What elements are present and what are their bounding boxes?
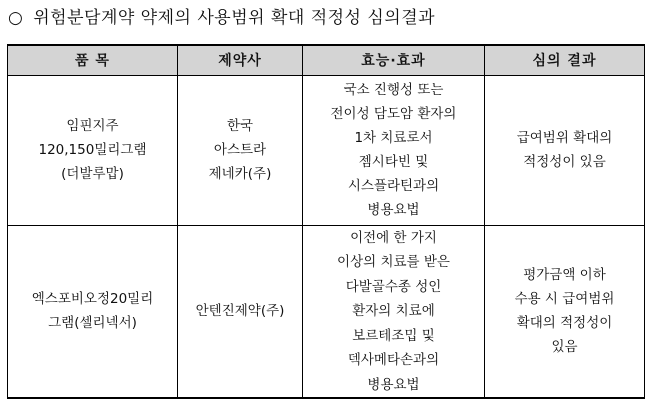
column-header-product: 품 목 <box>8 45 178 75</box>
indication-text: 국소 진행성 또는 전이성 담도암 환자의 1차 치료로서 젬시타빈 및 시스플라틴과의 병용요법 <box>330 82 457 218</box>
table-row <box>8 75 645 225</box>
indication-text: 이전에 한 가지 이상의 치료를 받은 다발골수종 성인 환자의 치료에 보르테조밉 및 덱사메타손과의 병용요법 <box>337 229 450 393</box>
product-cell <box>8 75 178 225</box>
page-heading-text: 위험분담계약 약제의 사용범위 확대 적정성 심의결과 <box>33 8 436 28</box>
product-name: 임핀지주 120,150밀리그램 (더발루맙) <box>38 118 147 182</box>
circle-bullet-icon: ○ <box>8 8 24 28</box>
result-text: 평가금액 이하 수용 시 급여범위 확대의 적정성이 있음 <box>514 267 615 356</box>
table-row <box>8 225 645 398</box>
company-name: 한국 아스트라 제네카(주) <box>208 118 272 182</box>
column-header-indication: 효능·효과 <box>303 45 485 75</box>
result-cell <box>485 225 645 398</box>
company-name: 안텐진제약(주) <box>195 303 285 320</box>
column-header-result: 심의 결과 <box>485 45 645 75</box>
company-cell <box>178 225 303 398</box>
table-header-row <box>8 45 645 75</box>
company-cell <box>178 75 303 225</box>
product-name: 엑스포비오정20밀리 그램(셀리넥서) <box>31 291 154 332</box>
indication-cell <box>303 225 485 398</box>
result-text: 급여범위 확대의 적정성이 있음 <box>516 130 613 170</box>
review-results-table <box>7 44 645 399</box>
product-cell <box>8 225 178 398</box>
result-cell <box>485 75 645 225</box>
page-heading <box>8 6 435 30</box>
column-header-company: 제약사 <box>178 45 303 75</box>
indication-cell <box>303 75 485 225</box>
